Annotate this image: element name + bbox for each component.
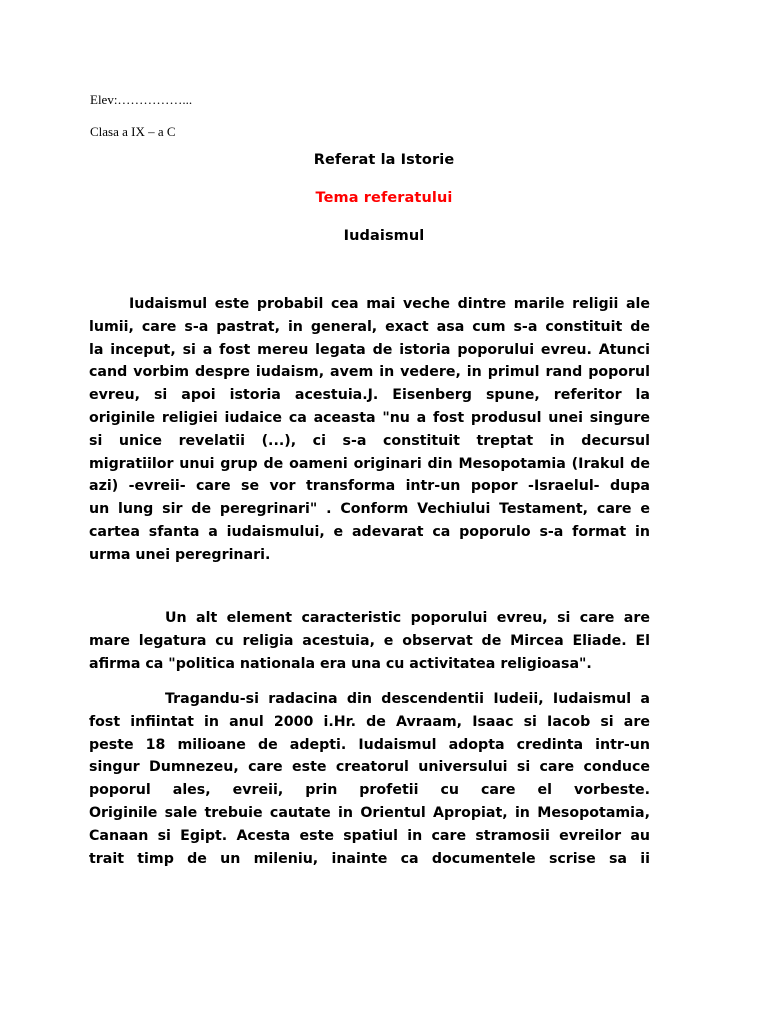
paragraph-line: azi) -evreii- care se vor transforma intr-un popor -Israelul- dupa — [89, 478, 650, 495]
paragraph-line: peste 18 milioane de adepti. Iudaismul adopta credinta intr-un — [89, 736, 650, 753]
paragraph-line: mare legatura cu religia acestuia, e observat de Mircea Eliade. El — [89, 632, 650, 649]
paragraph-line: afirma ca "politica nationala era una cu activitatea religioasa". — [89, 655, 592, 672]
topic-title: Iudaismul — [343, 228, 425, 244]
student-name-line: Elev:……………... — [90, 92, 193, 107]
paragraph-line: originile religiei iudaice ca aceasta "nu a fost produsul unei singure — [89, 409, 650, 426]
paragraph-line: fost infiintat in anul 2000 i.Hr. de Avraam, Isaac si Iacob si are — [89, 713, 650, 730]
paragraph-line: Tragandu-si radacina din descendentii Iudeii, Iudaismul a — [165, 691, 650, 707]
paragraph-line: cand vorbim despre iudaism, avem in vedere, in primul rand poporul — [89, 364, 650, 381]
paragraph-line: un lung sir de peregrinari" . Conform Vechiului Testament, care e — [89, 501, 650, 518]
paragraph-3 — [89, 688, 650, 870]
paragraph-line: singur Dumnezeu, care este creatorul universului si care conduce — [89, 759, 650, 776]
paragraph-line: lumii, care s-a pastrat, in general, exact asa cum s-a constituit de — [89, 318, 650, 335]
paragraph-line: Originile sale trebuie cautate in Orientul Apropiat, in Mesopotamia, — [89, 804, 650, 821]
paragraph-2 — [89, 607, 650, 675]
paragraph-line: si unice revelatii (...), ci s-a constituit treptat in decursul — [89, 432, 650, 449]
paragraph-line: cartea sfanta a iudaismului, e adevarat ca poporulo s-a format in — [89, 523, 650, 540]
paragraph-line: trait timp de un mileniu, inainte ca documentele scrise sa ii — [89, 850, 650, 867]
paragraph-line: Iudaismul este probabil cea mai veche dintre marile religii ale — [129, 296, 650, 312]
paragraph-line: Canaan si Egipt. Acesta este spatiul in care stramosii evreilor au — [89, 827, 650, 844]
theme-title: Tema referatului — [315, 190, 453, 206]
subject-title: Referat la Istorie — [313, 152, 455, 168]
paragraph-1 — [89, 293, 650, 567]
class-line: Clasa a IX – a C — [90, 124, 176, 139]
paragraph-line: migratiilor unui grup de oameni originari din Mesopotamia (Irakul de — [89, 455, 650, 472]
paragraph-line: poporul ales, evreii, prin profetii cu care el vorbeste. — [89, 782, 650, 799]
paragraph-line: Un alt element caracteristic poporului evreu, si care are — [165, 610, 650, 626]
paragraph-line: la inceput, si a fost mereu legata de istoria poporului evreu. Atunci — [89, 341, 650, 358]
paragraph-line: urma unei peregrinari. — [89, 546, 271, 563]
paragraph-line: evreu, si apoi istoria acestuia.J. Eisenberg spune, referitor la — [89, 387, 650, 404]
